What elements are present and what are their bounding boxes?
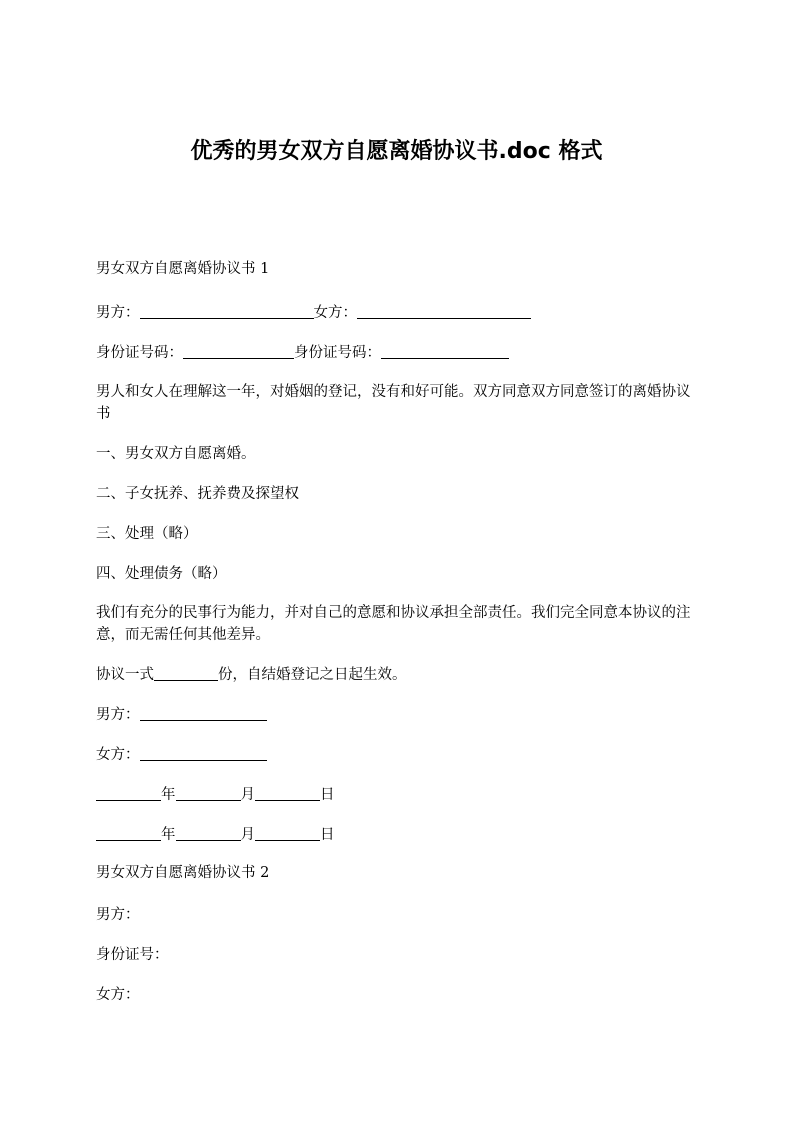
year-blank	[96, 824, 161, 841]
copies-count-blank	[154, 664, 218, 681]
year-blank	[96, 784, 161, 801]
section2-heading: 男女双方自愿离婚协议书 2	[96, 865, 270, 881]
man-signature-blank	[140, 704, 267, 721]
day-label: 日	[320, 787, 335, 803]
section2-woman-label: 女方：	[96, 987, 140, 1003]
man-label: 男方：	[96, 305, 140, 321]
date-line-1	[96, 784, 696, 806]
woman-label: 女方：	[313, 305, 357, 321]
signature-woman-label: 女方：	[96, 747, 140, 763]
woman-id-blank	[381, 342, 509, 359]
year-label: 年	[161, 787, 176, 803]
woman-signature-blank	[140, 744, 267, 761]
man-signature-line	[96, 704, 696, 726]
month-label: 月	[240, 787, 255, 803]
woman-name-blank	[357, 302, 531, 319]
copies-line	[96, 664, 696, 686]
section2-id-label: 身份证号：	[96, 947, 169, 963]
man-id-blank	[183, 342, 294, 359]
clause-3: 三、处理（略）	[96, 526, 198, 542]
id-line	[96, 342, 696, 364]
section2-man-label: 男方：	[96, 907, 140, 923]
clause-2: 二、子女抚养、抚养费及探望权	[96, 486, 299, 502]
man-name-blank	[140, 302, 314, 319]
man-id-label: 身份证号码：	[96, 345, 183, 361]
year-label: 年	[161, 827, 176, 843]
date-line-2	[96, 824, 696, 846]
day-blank	[255, 824, 320, 841]
month-label: 月	[240, 827, 255, 843]
clause-4: 四、处理债务（略）	[96, 566, 227, 582]
document-title: 优秀的男女双方自愿离婚协议书.doc 格式	[190, 139, 603, 164]
month-blank	[176, 824, 241, 841]
signature-man-label: 男方：	[96, 707, 140, 723]
statement-paragraph: 我们有充分的民事行为能力，并对自己的意愿和协议承担全部责任。我们完全同意本协议的注意，而无需任何其他差异。	[96, 605, 691, 643]
section1-heading: 男女双方自愿离婚协议书 1	[96, 261, 270, 277]
month-blank	[176, 784, 241, 801]
day-label: 日	[320, 827, 335, 843]
copies-prefix: 协议一式	[96, 667, 154, 683]
intro-paragraph: 男人和女人在理解这一年，对婚姻的登记，没有和好可能。双方同意双方同意签订的离婚协议书	[96, 384, 691, 422]
parties-line	[96, 302, 696, 324]
clause-1: 一、男女双方自愿离婚。	[96, 446, 256, 462]
day-blank	[255, 784, 320, 801]
woman-signature-line	[96, 744, 696, 766]
copies-suffix: 份，自结婚登记之日起生效。	[218, 667, 407, 683]
woman-id-label: 身份证号码：	[294, 345, 381, 361]
